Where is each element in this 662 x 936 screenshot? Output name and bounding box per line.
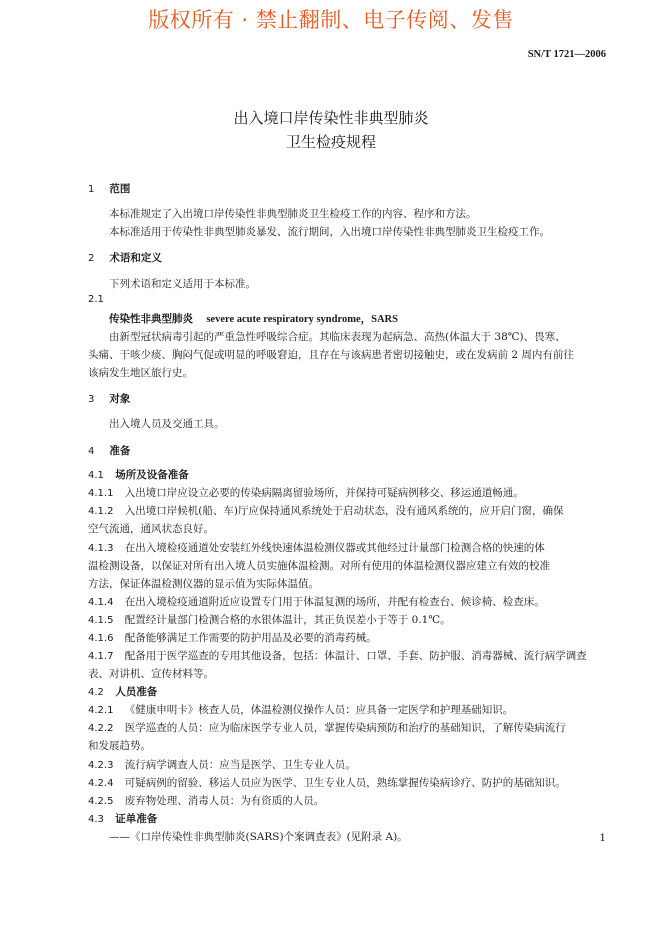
definition-line-3: 该病发生地区旅行史。 [88, 367, 193, 379]
clause-text: 在出入境检疫通道处安装红外线快速体温检测仪器或其他经过计量部门检测合格的快速的体 [124, 542, 545, 554]
clause-4-1-3-cont-1: 温检测设备，以保证对所有出入境人员实施体温检测。对所有使用的体温检测仪器应建立有效的校准 [88, 560, 550, 572]
clause-4-1-1 [88, 485, 524, 500]
definition-line-1: 由新型冠状病毒引起的严重急性呼吸综合症。其临床表现为起病急、高热(体温大于 38℃)、畏寒、 [109, 331, 566, 343]
section-2-para-1: 下列术语和定义适用于本标准。 [109, 278, 256, 290]
subsection-title: 证单准备 [115, 813, 158, 825]
section-number: 2 [88, 253, 95, 264]
section-title: 术语和定义 [109, 252, 162, 264]
clause-text: 医学巡查的人员：应为临床医学专业人员，掌握传染病预防和治疗的基础知识，了解传染病流行 [124, 722, 566, 734]
subsection-number: 4.3 [88, 814, 104, 825]
document-title-line2: 卫生检疫规程 [285, 133, 376, 151]
section-3-para-1: 出入境人员及交通工具。 [109, 418, 225, 430]
clause-text: 入出境口岸候机(船、车)厅应保持通风系统处于启动状态，没有通风系统的，应开启门窗，确保 [124, 505, 564, 517]
section-title: 对象 [109, 393, 131, 405]
subsection-4-3-heading [88, 811, 157, 826]
section-1-heading [88, 181, 130, 196]
clause-number: 4.1.6 [88, 633, 114, 644]
term-chinese: 传染性非典型肺炎 [109, 313, 193, 325]
clause-4-2-3 [88, 757, 356, 772]
clause-4-2-5 [88, 793, 324, 808]
section-number: 4 [88, 446, 95, 457]
clause-4-2-4 [88, 775, 566, 790]
subsection-number: 4.2 [88, 687, 104, 698]
clause-4-1-4 [88, 594, 545, 609]
clause-4-1-2-cont: 空气流通，通风状态良好。 [88, 523, 214, 535]
clause-number: 4.1.3 [88, 543, 114, 554]
clause-text: 入出境口岸应设立必要的传染病隔离留验场所，并保持可疑病例移交、移运通道畅通。 [124, 487, 524, 499]
clause-text: 可疑病例的留验、移运人员应为医学、卫生专业人员，熟练掌握传染病诊疗、防护的基础知识。 [124, 777, 566, 789]
subsection-title: 人员准备 [115, 686, 158, 698]
clause-text: 在出入境检疫通道附近应设置专门用于体温复测的场所，并配有检查台、候诊椅、检查床。 [124, 596, 545, 608]
clause-4-1-7 [88, 648, 587, 663]
clause-4-1-3-cont-2: 方法，保证体温检测仪器的显示值为实际体温值。 [88, 578, 319, 590]
page-number: 1 [599, 832, 606, 844]
section-number: 3 [88, 394, 95, 405]
clause-text: 配置经计量部门检测合格的水银体温计，其正负误差小于等于 0.1℃。 [124, 614, 451, 626]
subsection-2-1-number: 2.1 [88, 294, 104, 305]
clause-text: 《健康申明卡》核查人员，体温检测仪操作人员：应具备一定医学和护理基础知识。 [124, 704, 514, 716]
clause-number: 4.1.2 [88, 506, 114, 517]
clause-4-1-6 [88, 630, 377, 645]
clause-text: 流行病学调查人员：应当是医学、卫生专业人员。 [124, 759, 356, 771]
section-number: 1 [88, 184, 95, 195]
section-title: 范围 [109, 183, 131, 195]
clause-4-2-2 [88, 720, 566, 735]
clause-number: 4.2.4 [88, 778, 114, 789]
section-1-para-1: 本标准规定了入出境口岸传染性非典型肺炎卫生检疫工作的内容、程序和方法。 [109, 208, 477, 220]
clause-number: 4.1.5 [88, 615, 114, 626]
term-entry [109, 311, 398, 326]
clause-number: 4.2.5 [88, 796, 114, 807]
clause-text: 废弃物处理、消毒人员：为有资质的人员。 [124, 795, 325, 807]
clause-4-1-3 [88, 540, 545, 555]
section-4-heading [88, 443, 130, 458]
clause-4-2-1 [88, 702, 513, 717]
clause-number: 4.2.1 [88, 705, 114, 716]
document-title-line1: 出入境口岸传染性非典型肺炎 [233, 109, 429, 127]
clause-4-1-5 [88, 612, 451, 627]
clause-number: 4.1.1 [88, 488, 114, 499]
section-3-heading [88, 391, 130, 406]
subsection-title: 场所及设备准备 [115, 469, 189, 481]
definition-line-2: 头痛、干咳少痰、胸闷气促或明显的呼吸窘迫，且存在与该病患者密切接触史，或在发病前 2 周内有前往 [88, 349, 574, 361]
clause-4-1-2 [88, 503, 564, 518]
section-1-para-2: 本标准适用于传染性非典型肺炎暴发、流行期间，入出境口岸传染性非典型肺炎卫生检疫工作。 [109, 226, 550, 238]
copyright-watermark: 版权所有 · 禁止翻制、电子传阅、发售 [148, 8, 514, 32]
standard-number: SN/T 1721—2006 [527, 49, 606, 60]
clause-4-2-2-cont: 和发展趋势。 [88, 740, 151, 752]
clause-number: 4.1.7 [88, 651, 114, 662]
clause-number: 4.1.4 [88, 597, 114, 608]
section-title: 准备 [109, 445, 131, 457]
term-english: severe acute respiratory syndrome，SARS [206, 314, 398, 325]
clause-number: 4.2.3 [88, 760, 114, 771]
clause-text: 配备用于医学巡查的专用其他设备，包括：体温计、口罩、手套、防护服、消毒器械、流行病学调查 [124, 650, 587, 662]
clause-4-1-7-cont: 表、对讲机、宣传材料等。 [88, 668, 214, 680]
section-2-heading [88, 250, 162, 265]
clause-text: 配备能够满足工作需要的防护用品及必要的消毒药械。 [124, 632, 377, 644]
subsection-4-3-item: ——《口岸传染性非典型肺炎(SARS)个案调查表》(见附录 A)。 [109, 831, 408, 843]
subsection-number: 4.1 [88, 470, 104, 481]
subsection-4-1-heading [88, 467, 189, 482]
clause-number: 4.2.2 [88, 723, 114, 734]
subsection-4-2-heading [88, 684, 157, 699]
